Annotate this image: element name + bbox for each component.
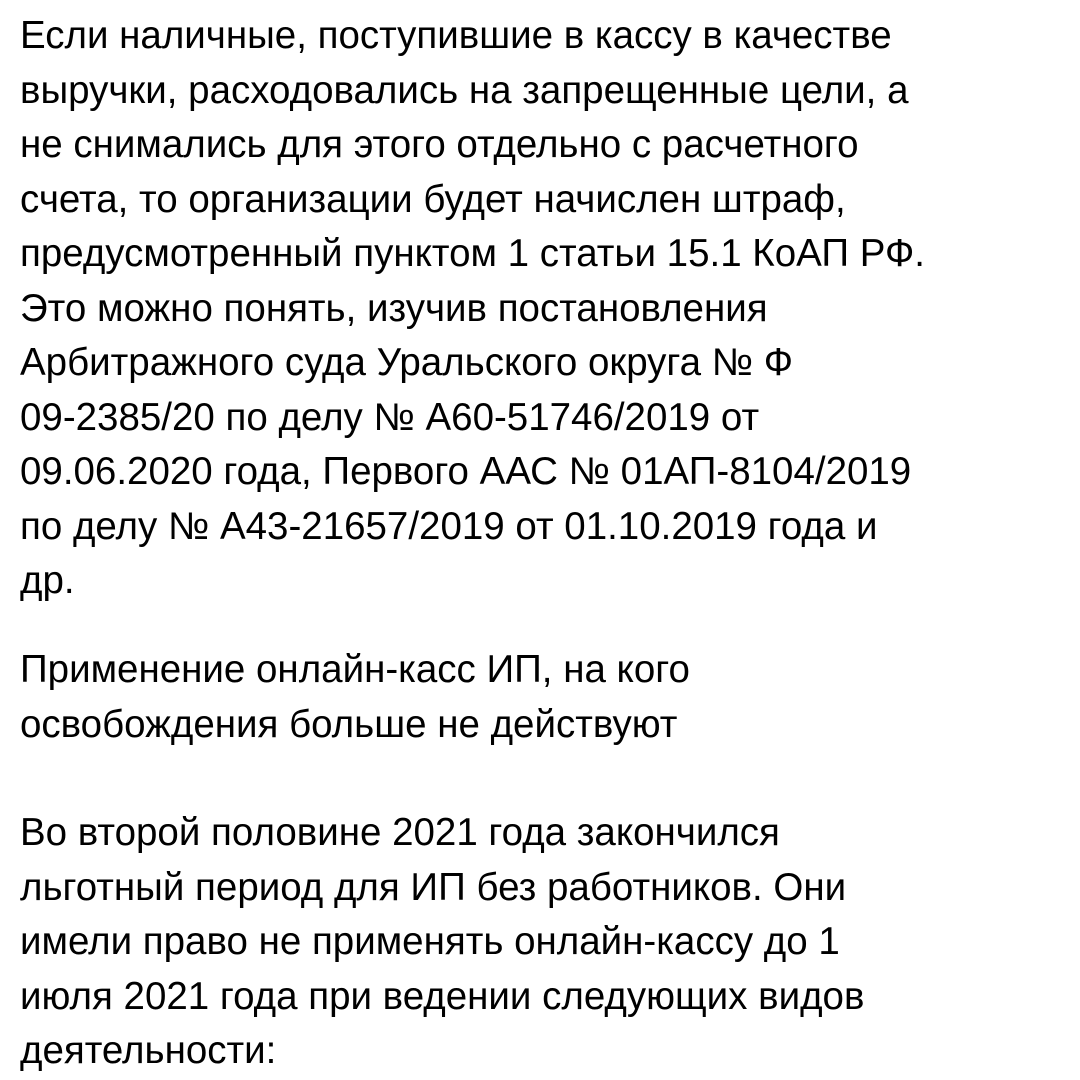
text-line: имели право не применять онлайн-кассу до 1 [20,920,840,963]
paragraph-grace-period [20,806,1070,1079]
text-line: по делу № А43-21657/2019 от 01.10.2019 года и [20,504,878,548]
section-heading-online-cash [20,643,1070,752]
text-line: не снимались для этого отдельно с расчетного [20,123,859,166]
text-line: выручки, расходовались на запрещенные цели, а [20,68,909,112]
heading-line: Применение онлайн-касс ИП, на кого [20,648,690,691]
text-line: Во второй половине 2021 года закончился [20,811,780,854]
text-line: июля 2021 года при ведении следующих видов [20,974,865,1018]
text-line: льготный период для ИП без работников. Они [20,865,847,909]
text-line: 09.06.2020 года, Первого ААС № 01АП-8104/2019 [20,450,912,493]
text-line: деятельности: [20,1029,277,1072]
text-line: счета, то организации будет начислен штраф, [20,177,846,221]
text-line: Арбитражного суда Уральского округа № Ф [20,341,794,384]
text-line: Это можно понять, изучив постановления [20,286,768,330]
text-line: Если наличные, поступившие в кассу в качестве [20,14,892,57]
paragraph-cash-fine [20,9,1070,609]
text-line: др. [20,559,75,602]
text-line: предусмотренный пунктом 1 статьи 15.1 КоАП РФ. [20,232,925,275]
text-line: 09-2385/20 по делу № А60-51746/2019 от [20,395,760,439]
heading-line: освобождения больше не действуют [20,702,678,746]
